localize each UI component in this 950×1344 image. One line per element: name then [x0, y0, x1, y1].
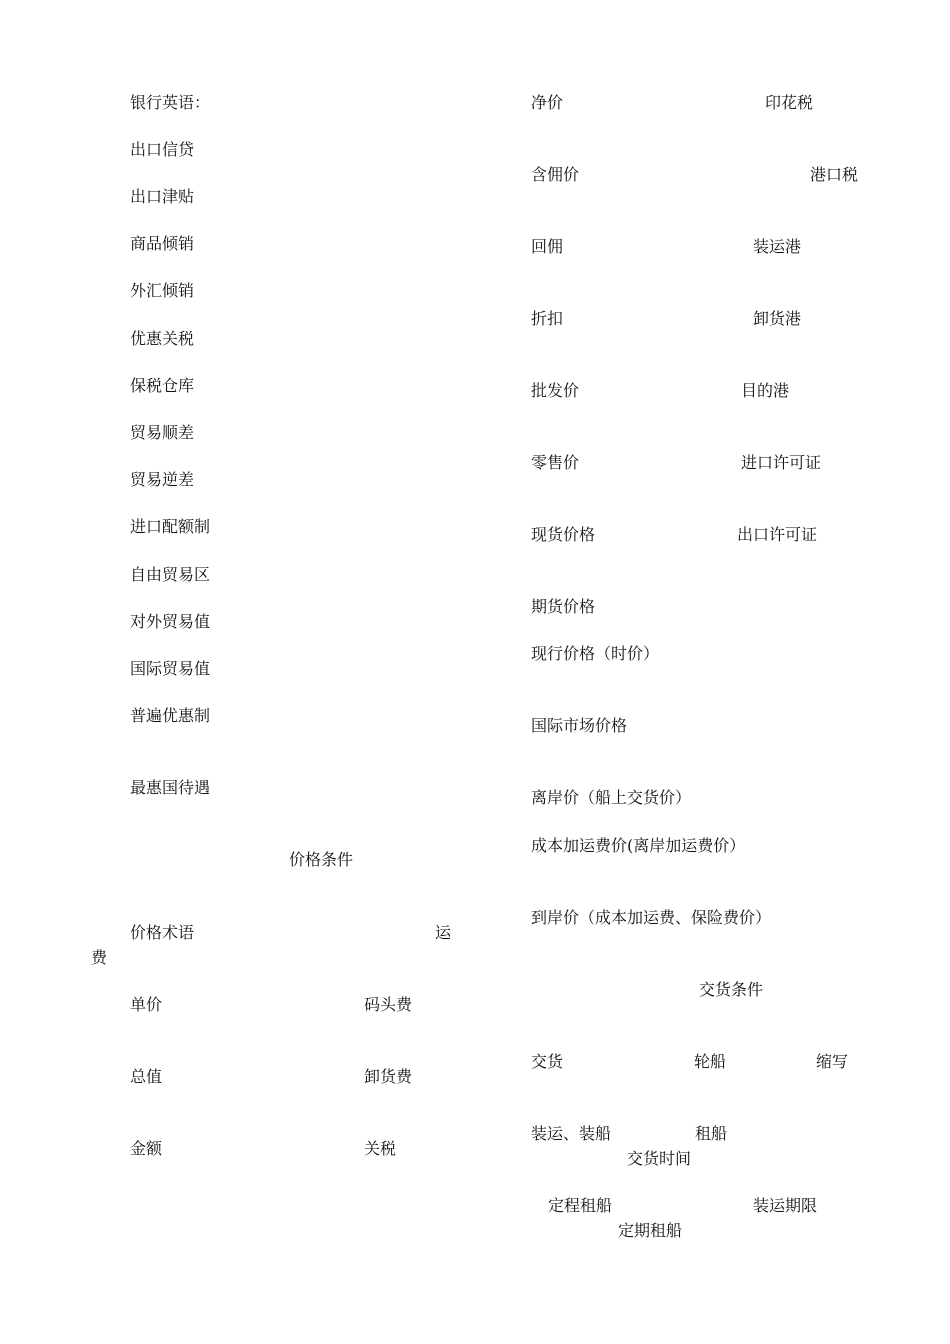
pair-left: 含佣价: [531, 165, 580, 184]
term-item: 最惠国待遇: [130, 778, 211, 797]
single-item: 到岸价（成本加运费、保险费价）: [531, 908, 772, 927]
pair-right: 卸货港: [753, 309, 802, 328]
delivery-item: 轮船: [694, 1052, 727, 1071]
single-item: 国际市场价格: [531, 716, 628, 735]
term-item: 出口津贴: [130, 187, 195, 206]
pair-right: 出口许可证: [737, 525, 818, 544]
delivery-item: 租船: [695, 1124, 728, 1143]
term-item: 国际贸易值: [130, 659, 211, 678]
pair-right: 印花税: [765, 93, 814, 112]
term-item: 出口信贷: [130, 140, 195, 159]
pair-left: 回佣: [531, 237, 564, 256]
price-section-title: 价格条件: [289, 850, 354, 869]
single-item: 期货价格: [531, 597, 596, 616]
term-item: 外汇倾销: [130, 281, 195, 300]
price-term-label: 价格术语: [130, 923, 195, 942]
price-row-left: 总值: [130, 1067, 163, 1086]
pair-right: 装运港: [753, 237, 802, 256]
delivery-item: 定期租船: [618, 1221, 683, 1240]
delivery-item: 装运、装船: [531, 1124, 612, 1143]
single-item: 成本加运费价(离岸加运费价）: [531, 836, 746, 855]
pair-left: 净价: [531, 93, 564, 112]
delivery-item: 装运期限: [753, 1196, 818, 1215]
term-item: 保税仓库: [130, 376, 195, 395]
term-item: 自由贸易区: [130, 565, 211, 584]
term-item: 贸易逆差: [130, 470, 195, 489]
pair-left: 折扣: [531, 309, 564, 328]
pair-right: 进口许可证: [741, 453, 822, 472]
price-row-right: 关税: [364, 1139, 397, 1158]
delivery-item: 缩写: [816, 1052, 849, 1071]
price-row-left: 金额: [130, 1139, 163, 1158]
price-term-right: 运: [435, 923, 452, 942]
delivery-item: 交货: [531, 1052, 564, 1071]
price-row-right: 卸货费: [364, 1067, 413, 1086]
left-heading: 银行英语：: [130, 93, 211, 112]
pair-left: 现货价格: [531, 525, 596, 544]
single-item: 离岸价（船上交货价）: [531, 788, 692, 807]
term-item: 商品倾销: [130, 234, 195, 253]
term-item: 贸易顺差: [130, 423, 195, 442]
single-item: 现行价格（时价）: [531, 644, 660, 663]
term-item: 普遍优惠制: [130, 706, 211, 725]
term-item: 对外贸易值: [130, 612, 211, 631]
price-row-left: 单价: [130, 995, 163, 1014]
delivery-item: 定程租船: [548, 1196, 613, 1215]
term-item: 优惠关税: [130, 329, 195, 348]
pair-right: 港口税: [810, 165, 859, 184]
term-item: 进口配额制: [130, 517, 211, 536]
delivery-item: 交货时间: [627, 1149, 692, 1168]
pair-left: 批发价: [531, 381, 580, 400]
price-row-right: 码头费: [364, 995, 413, 1014]
pair-left: 零售价: [531, 453, 580, 472]
price-term-right-wrap: 费: [91, 948, 108, 967]
pair-right: 目的港: [741, 381, 790, 400]
delivery-section-title: 交货条件: [699, 980, 764, 999]
